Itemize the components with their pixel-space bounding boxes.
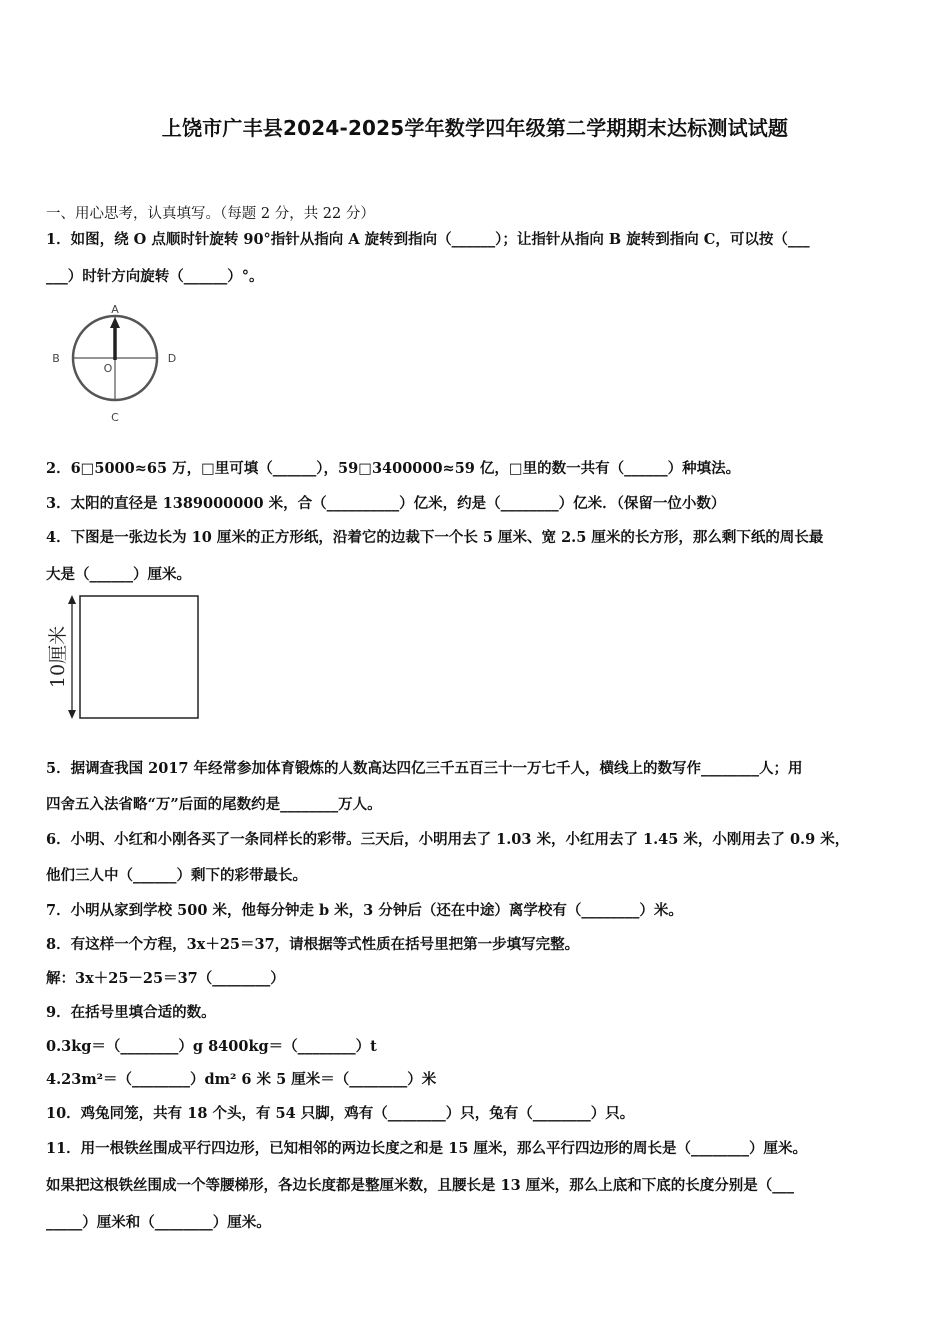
label-b: B [52,352,60,365]
question-3: 3．太阳的直径是 1389000000 米，合（__________）亿米，约是（________）亿米．（保留一位小数） [46,495,726,512]
question-9-line-1: 9．在括号里填合适的数。 [46,1004,216,1021]
question-2: 2．6□5000≈65 万，□里可填（______），59□3400000≈59 亿，□里的数一共有（______）种填法。 [46,460,741,477]
question-7: 7．小明从家到学校 500 米，他每分钟走 b 米，3 分钟后（还在中途）离学校有（________）米。 [46,902,683,919]
label-c: C [111,411,119,424]
rotation-figure [44,300,194,430]
question-9-line-3: 4.23m²＝（________）dm² 6 米 5 厘米＝（________）米 [46,1071,437,1088]
page-title: 上饶市广丰县2024-2025学年数学四年级第二学期期末达标测试试题 [161,116,789,140]
question-4-line-1: 4．下图是一张边长为 10 厘米的正方形纸，沿着它的边裁下一个长 5 厘米、宽 2.5 厘米的长方形，那么剩下纸的周长最 [46,529,824,546]
dimension-arrow-top [68,595,76,604]
question-8-line-1: 8．有这样一个方程，3x＋25＝37，请根据等式性质在括号里把第一步填写完整。 [46,936,580,953]
question-4-line-2: 大是（______）厘米。 [46,566,191,583]
label-a: A [111,303,119,316]
question-5-line-2: 四舍五入法省略“万”后面的尾数约是________万人。 [46,796,382,813]
question-10: 10．鸡兔同笼，共有 18 个头，有 54 只脚，鸡有（________）只，兔有（________）只。 [46,1105,635,1122]
question-6-line-2: 他们三人中（______）剩下的彩带最长。 [46,867,307,884]
label-d: D [167,352,177,365]
question-11-line-2: 如果把这根铁丝围成一个等腰梯形，各边长度都是整厘米数，且腰长是 13 厘米，那么上底和下底的长度分别是（___ [46,1177,795,1194]
question-6-line-1: 6．小明、小红和小刚各买了一条同样长的彩带。三天后，小明用去了 1.03 米，小红用去了 1.45 米，小刚用去了 0.9 米， [46,831,850,848]
question-1-line-2: ___）时针方向旋转（______）°。 [46,268,264,285]
question-8-line-2: 解：3x＋25－25＝37（________） [46,970,285,987]
question-11-line-1: 11．用一根铁丝围成平行四边形，已知相邻的两边长度之和是 15 厘米，那么平行四边形的周长是（________）厘米。 [46,1140,807,1157]
question-11-line-3: _____）厘米和（________）厘米。 [46,1214,271,1231]
square-outline [80,596,198,718]
question-1-line-1: 1．如图，绕 O 点顺时针旋转 90°指针从指向 A 旋转到指向（______）；让指针从指向 B 旋转到指向 C，可以按（___ [46,231,810,248]
dimension-label: 10厘米 [47,625,69,689]
dimension-arrow-bottom [68,710,76,719]
label-o: O [103,362,113,375]
square-paper-figure [40,590,210,730]
section-heading: 一、用心思考，认真填写。（每题 2 分，共 22 分） [46,206,375,222]
question-9-line-2: 0.3kg＝（________）g 8400kg＝（________）t [46,1038,377,1055]
pointer-arrowhead [110,317,120,328]
question-5-line-1: 5．据调查我国 2017 年经常参加体育锻炼的人数高达四亿三千五百三十一万七千人，横线上的数写作________人；用 [46,760,803,777]
